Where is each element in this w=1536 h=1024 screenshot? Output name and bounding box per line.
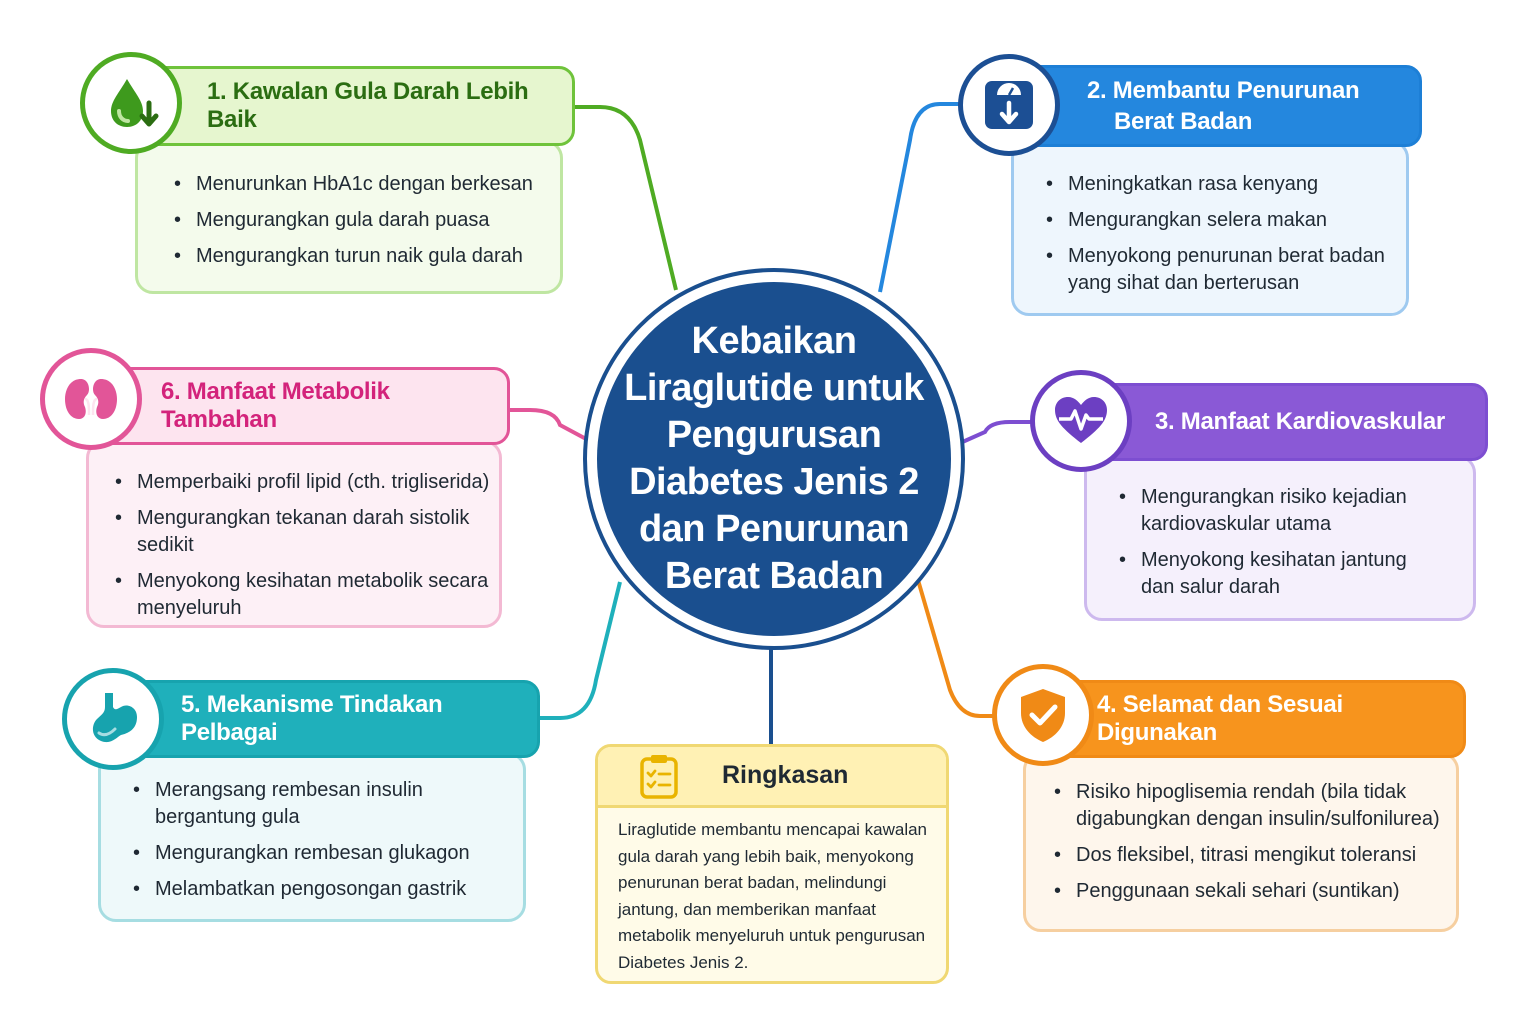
stomach-icon [62, 668, 164, 770]
connector-s3 [958, 422, 1032, 444]
bullet-item: • Penggunaan sekali sehari (suntikan) [1050, 878, 1455, 905]
section-panel [135, 140, 563, 294]
bullet-item: • Dos fleksibel, titrasi mengikut toleransi [1050, 842, 1455, 869]
section-header [132, 66, 575, 146]
central-title: Kebaikan Liraglutide untuk Pengurusan Diabetes Jenis 2 dan Penurunan Berat Badan [624, 320, 924, 597]
bullet-item: • Menurunkan HbA1c dengan berkesan [170, 171, 550, 198]
section-header [1010, 65, 1422, 147]
shield-check-icon [992, 664, 1094, 766]
section-title: 6. Manfaat Metabolik Tambahan [161, 378, 390, 433]
bullet-item: • Merangsang rembesan insulin bergantung gula [129, 777, 529, 831]
heart-pulse-icon [1030, 370, 1132, 472]
bullet-item: • Mengurangkan rembesan glukagon [129, 840, 529, 867]
section-panel [86, 440, 502, 628]
bullet-item: • Menyokong penurunan berat badan yang sihat dan berterusan [1042, 243, 1397, 297]
bullet-item: • Memperbaiki profil lipid (cth. trigliserida) [111, 469, 496, 496]
connector-s2 [880, 104, 960, 292]
bullet-item: • Meningkatkan rasa kenyang [1042, 171, 1397, 198]
bullet-item: • Mengurangkan risiko kejadian kardiovaskular utama [1115, 484, 1435, 538]
section-header [86, 367, 510, 445]
kidneys-icon [40, 348, 142, 450]
section-title: 5. Mekanisme Tindakan Pelbagai [181, 691, 443, 746]
section-panel [1011, 140, 1409, 316]
connector-s5 [540, 582, 620, 718]
central-circle [597, 282, 951, 636]
bullet-item: • Menyokong kesihatan metabolik secara menyeluruh [111, 568, 496, 622]
connector-s1 [572, 107, 676, 290]
blood-drop-down-arrow-icon [80, 52, 182, 154]
bullet-item: • Mengurangkan turun naik gula darah [170, 243, 550, 270]
section-header [1080, 383, 1488, 461]
bullet-item: • Risiko hipoglisemia rendah (bila tidak digabungkan dengan insulin/sulfonilurea) [1050, 779, 1455, 833]
summary-box [595, 744, 949, 984]
section-title-line1: 2. Membantu Penurunan [1087, 77, 1360, 104]
bullet-item: • Mengurangkan tekanan darah sistolik sedikit [111, 505, 496, 559]
summary-text: Liraglutide membantu mencapai kawalan gula darah yang lebih baik, menyokong penurunan berat badan, melindungi jantung, dan memberikan manfaat metabolik menyeluruh untuk pengurusan Diabetes Jenis 2. [618, 820, 928, 972]
connector-s4 [918, 580, 994, 716]
bullet-item: • Mengurangkan selera makan [1042, 207, 1397, 234]
section-header [98, 680, 540, 758]
summary-title: Ringkasan [722, 761, 849, 789]
summary-header [598, 747, 946, 808]
section-title: 1. Kawalan Gula Darah Lebih Baik [207, 78, 529, 133]
weighing-scale-icon [958, 54, 1060, 156]
section-title: 3. Manfaat Kardiovaskular [1155, 408, 1445, 435]
bullet-item: • Melambatkan pengosongan gastrik [129, 876, 529, 903]
bullet-item: • Menyokong kesihatan jantung dan salur darah [1115, 547, 1435, 601]
bullet-item: • Mengurangkan gula darah puasa [170, 207, 550, 234]
section-header [1040, 680, 1466, 758]
section-title-line2: Berat Badan [1114, 108, 1253, 135]
section-panel [98, 752, 526, 922]
clipboard-checklist-icon [638, 753, 680, 799]
section-panel [1023, 752, 1459, 932]
section-panel [1084, 455, 1476, 621]
connector-s6 [508, 410, 588, 440]
section-title: 4. Selamat dan Sesuai Digunakan [1097, 691, 1343, 746]
